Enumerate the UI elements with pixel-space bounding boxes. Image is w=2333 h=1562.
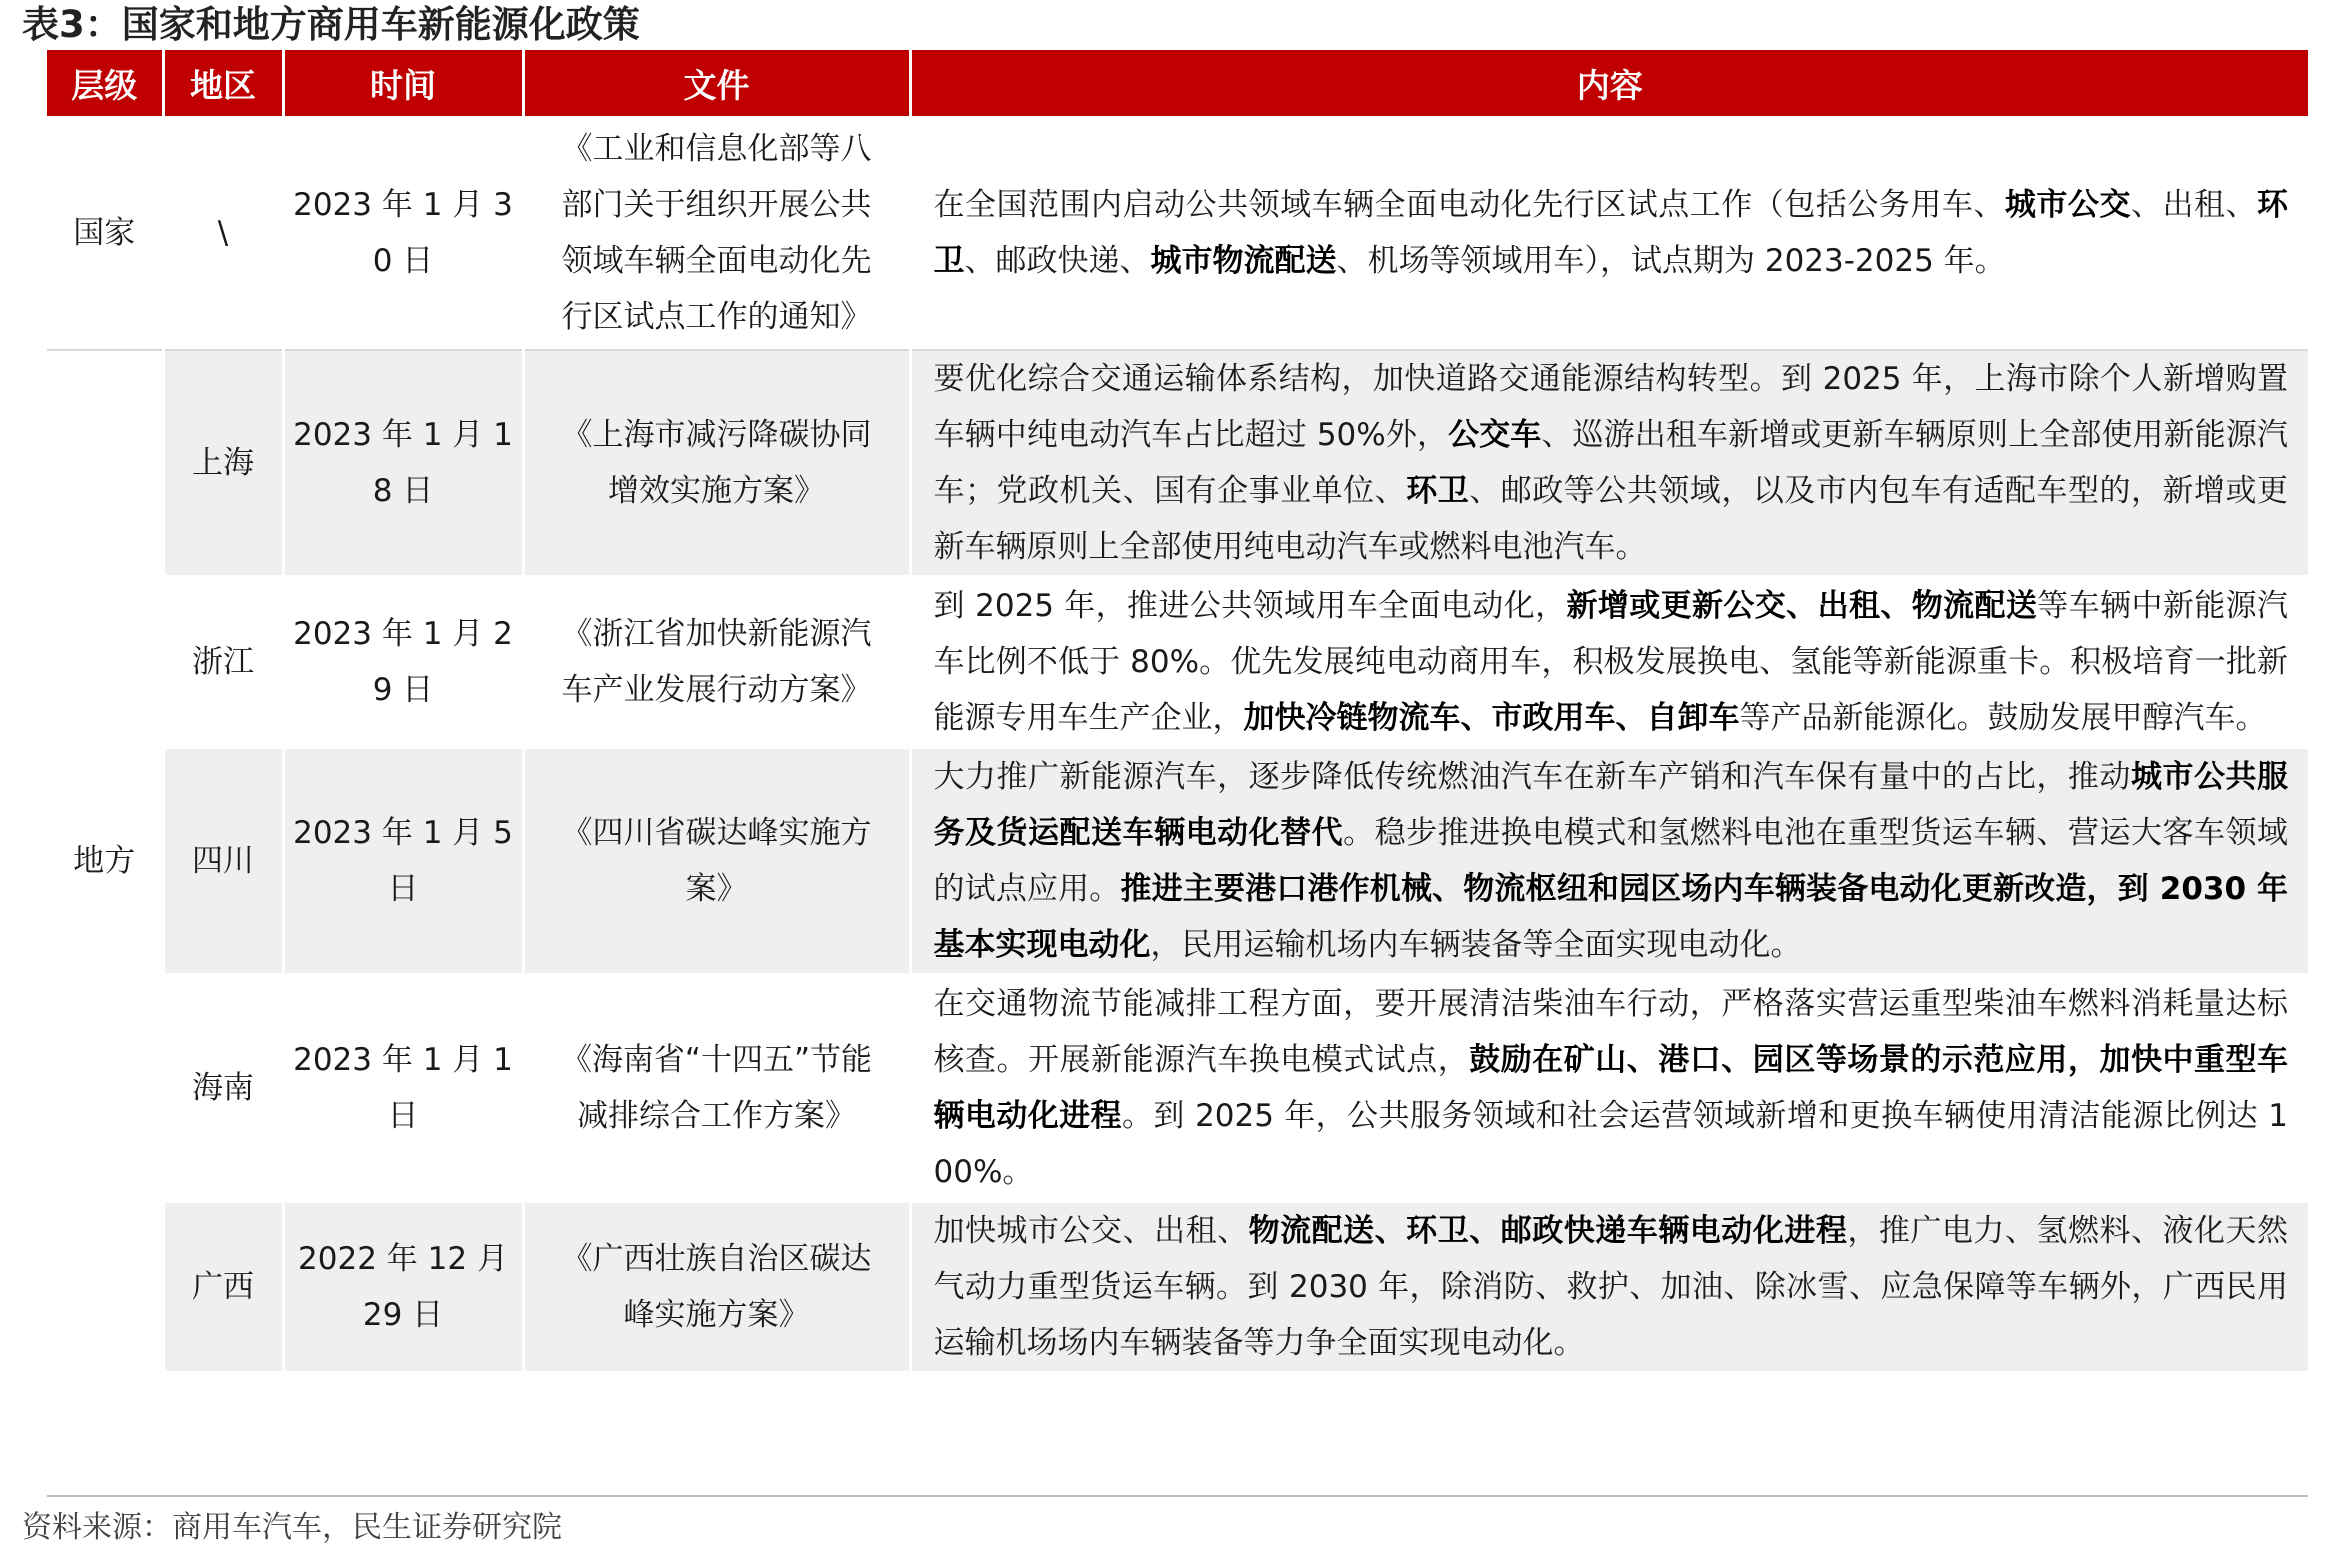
content-text: 要优化综合交通运输体系结构，加快道路交通能源结构转型。到 2025 年，上海市除个人新增购置车辆中纯电动汽车占比超过 50%外， (933, 361, 2288, 453)
content-text: ，推广电力、氢燃料、液化天然气动力重型货运车辆。到 2030 年，除消防、救护、加油、除冰雪、应急保障等车辆外，广西民用运输机场场内车辆装备等力争全面实现电动化。 (933, 1213, 2289, 1361)
date-cell: 2023 年 1 月 5 日 (283, 748, 523, 975)
content-text: 、邮政快递、 (964, 242, 1151, 279)
bottom-divider (47, 1495, 2308, 1497)
content-text: 、机场等领域用车），试点期为 2023-2025 年。 (1336, 242, 2006, 279)
date-cell: 2023 年 1 月 18 日 (283, 350, 523, 577)
file-cell: 《海南省“十四五”节能减排综合工作方案》 (523, 975, 910, 1202)
header-level: 层级 (47, 50, 163, 116)
region-cell: 浙江 (163, 577, 283, 748)
content-emphasis: 城市物流配送 (1150, 242, 1337, 279)
content-text: 等产品新能源化。鼓励发展甲醇汽车。 (1739, 700, 2267, 736)
content-emphasis: 公交车 (1448, 417, 1542, 453)
content-emphasis: 城市公交 (2004, 186, 2131, 223)
content-cell (910, 748, 2308, 975)
content-emphasis: 环卫 (933, 186, 2289, 279)
content-cell (910, 577, 2308, 748)
region-cell: 四川 (163, 748, 283, 975)
header-time: 时间 (283, 50, 523, 116)
content-text: 。稳步推进换电模式和氢燃料电池在重型货运车辆、营运大客车领域的试点应用。 (933, 815, 2288, 907)
header-content: 内容 (910, 50, 2308, 116)
table-row (47, 350, 2308, 577)
content-cell (910, 1202, 2308, 1373)
level-cell-national: 国家 (47, 116, 163, 350)
content-text: 等车辆中新能源汽车比例不低于 80%。优先发展纯电动商用车，积极发展换电、氢能等新能源重卡。积极培育一批新能源专用车生产企业， (933, 588, 2288, 736)
table-row (47, 1202, 2308, 1373)
table-row (47, 748, 2308, 975)
header-region: 地区 (163, 50, 283, 116)
content-cell (910, 116, 2308, 350)
content-text: 、邮政等公共领域，以及市内包车有适配车型的，新增或更新车辆原则上全部使用纯电动汽车或燃料电池汽车。 (933, 473, 2289, 565)
table-row (47, 116, 2308, 350)
content-text: 在交通物流节能减排工程方面，要开展清洁柴油车行动，严格落实营运重型柴油车燃料消耗量达标核查。开展新能源汽车换电模式试点， (933, 986, 2288, 1078)
content-text: 、巡游出租车新增或更新车辆原则上全部使用新能源汽车；党政机关、国有企事业单位、 (933, 417, 2288, 509)
date-cell: 2023 年 1 月 30 日 (283, 116, 523, 350)
file-cell: 《浙江省加快新能源汽车产业发展行动方案》 (523, 577, 910, 748)
header-file: 文件 (523, 50, 910, 116)
content-cell (910, 975, 2308, 1202)
content-emphasis: 城市公共服务及货运配送车辆电动化替代 (933, 759, 2289, 851)
content-text: 到 2025 年，推进公共领域用车全面电动化， (933, 588, 1567, 624)
table-row (47, 975, 2308, 1202)
content-emphasis: 新增或更新公交、出租、物流配送 (1566, 588, 2038, 624)
level-cell-local: 地方 (47, 350, 163, 1373)
table-caption: 表3：国家和地方商用车新能源化政策 (22, 3, 640, 46)
content-emphasis: 鼓励在矿山、港口、园区等场景的示范应用，加快中重型车辆电动化进程 (933, 1042, 2288, 1134)
region-cell: 广西 (163, 1202, 283, 1373)
content-text: ，民用运输机场内车辆装备等全面实现电动化。 (1150, 927, 1802, 963)
content-text: 加快城市公交、出租、 (933, 1213, 1249, 1249)
content-emphasis: 环卫 (1406, 473, 1470, 509)
region-cell: 海南 (163, 975, 283, 1202)
content-text: 大力推广新能源汽车，逐步降低传统燃油汽车在新车产销和汽车保有量中的占比，推动 (933, 759, 2131, 795)
table-header-row (47, 50, 2308, 116)
region-cell: 上海 (163, 350, 283, 577)
policy-table (47, 50, 2308, 1374)
file-cell: 《四川省碳达峰实施方案》 (523, 748, 910, 975)
file-cell: 《上海市减污降碳协同增效实施方案》 (523, 350, 910, 577)
content-text: 在全国范围内启动公共领域车辆全面电动化先行区试点工作（包括公务用车、 (933, 186, 2005, 223)
content-emphasis: 加快冷链物流车、市政用车、自卸车 (1243, 700, 1740, 736)
content-text: 、出租、 (2130, 186, 2258, 223)
region-cell: \ (163, 116, 283, 350)
file-cell: 《广西壮族自治区碳达峰实施方案》 (523, 1202, 910, 1373)
content-emphasis: 推进主要港口港作机械、物流枢纽和园区场内车辆装备电动化更新改造，到 2030 年基本实现电动化 (933, 871, 2289, 963)
date-cell: 2023 年 1 月 1 日 (283, 975, 523, 1202)
table-row (47, 577, 2308, 748)
content-emphasis: 物流配送、环卫、邮政快递车辆电动化进程 (1248, 1213, 1848, 1249)
file-cell: 《工业和信息化部等八部门关于组织开展公共领域车辆全面电动化先行区试点工作的通知》 (523, 116, 910, 350)
date-cell: 2023 年 1 月 29 日 (283, 577, 523, 748)
content-text: 。到 2025 年，公共服务领域和社会运营领域新增和更换车辆使用清洁能源比例达 100%。 (933, 1098, 2288, 1190)
source-note: 资料来源：商用车汽车，民生证券研究院 (22, 1510, 562, 1545)
content-cell (910, 350, 2308, 577)
policy-table-container (47, 50, 2308, 1374)
date-cell: 2022 年 12 月 29 日 (283, 1202, 523, 1373)
